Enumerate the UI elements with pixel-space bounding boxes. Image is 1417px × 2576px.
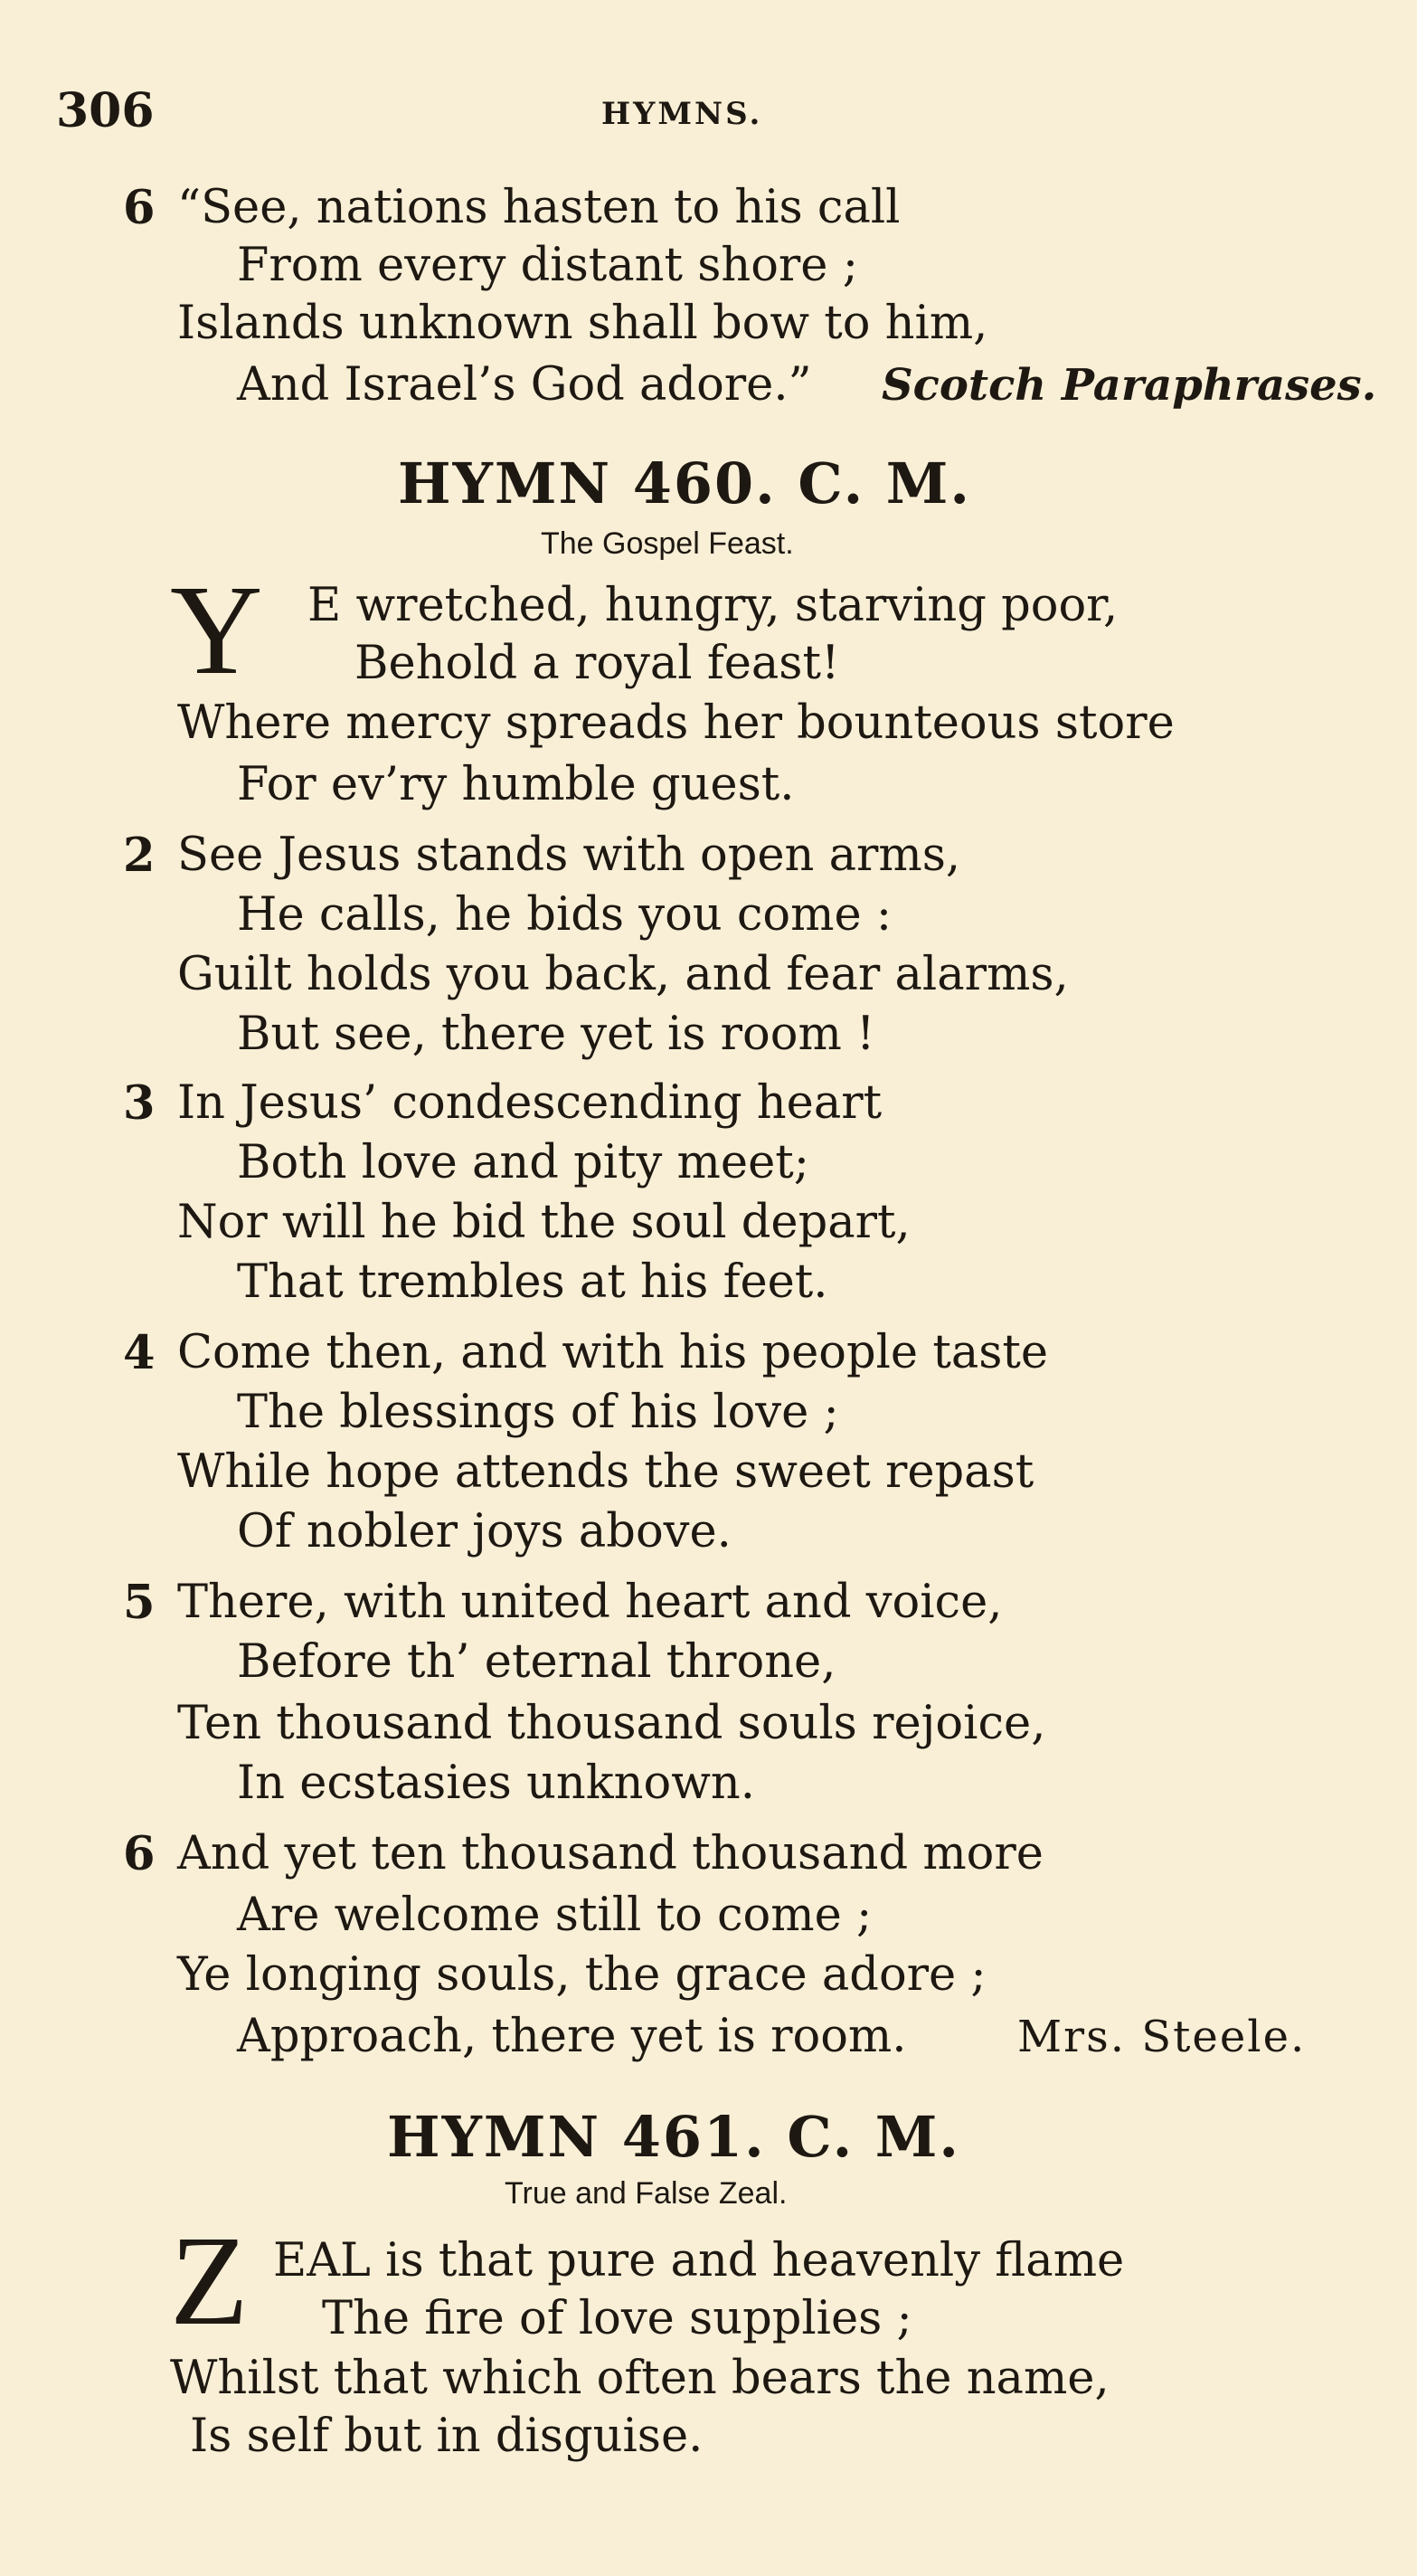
verse-line: Approach, there yet is room. — [237, 2010, 907, 2063]
verse-line: Where mercy spreads her bounteous store — [177, 696, 1175, 750]
verse-line: He calls, he bids you come : — [237, 888, 893, 942]
verse-line: “See, nations hasten to his call — [177, 181, 901, 234]
verse-line: Come then, and with his people taste — [177, 1326, 1049, 1379]
verse-line: Is self but in disguise. — [190, 2410, 704, 2463]
verse-number: 4 — [123, 1326, 156, 1380]
verse-line: See Jesus stands with open arms, — [177, 829, 961, 882]
verse-number: 6 — [123, 1827, 156, 1881]
verse-line: From every distant shore ; — [237, 239, 858, 292]
running-head: HYMNS. — [601, 96, 763, 132]
verse-line: Whilst that which often bears the name, — [170, 2352, 1110, 2405]
hymn-title: HYMN 461. C. M. — [387, 2104, 960, 2170]
verse-line: Both love and pity meet; — [237, 1136, 809, 1189]
verse-line: For ev’ry humble guest. — [237, 758, 795, 811]
verse-line: But see, there yet is room ! — [237, 1008, 875, 1061]
verse-line: Before th’ eternal throne, — [237, 1635, 836, 1689]
hymn-subtitle: The Gospel Feast. — [541, 526, 794, 561]
verse-line: While hope attends the sweet repast — [177, 1445, 1034, 1499]
verse-line: Nor will he bid the soul depart, — [177, 1196, 911, 1249]
page-number: 306 — [56, 83, 155, 138]
verse-line: E wretched, hungry, starving poor, — [307, 579, 1119, 632]
verse-number: 2 — [123, 829, 156, 883]
verse-line: The blessings of his love ; — [237, 1386, 839, 1439]
verse-line: That trembles at his feet. — [237, 1255, 828, 1309]
verse-line: Behold a royal feast! — [354, 637, 840, 690]
verse-line: Guilt holds you back, and fear alarms, — [177, 948, 1069, 1001]
verse-number: 5 — [123, 1576, 156, 1630]
verse-line: EAL is that pure and heavenly flame — [273, 2234, 1125, 2287]
verse-number: 6 — [123, 181, 156, 235]
verse-line: Are welcome still to come ; — [237, 1889, 873, 1942]
hymn-subtitle: True and False Zeal. — [505, 2176, 788, 2211]
verse-number: 3 — [123, 1076, 156, 1131]
verse-line: And Israel’s God adore.” — [237, 358, 812, 412]
verse-line: In Jesus’ condescending heart — [177, 1076, 883, 1130]
verse-line: Ye longing souls, the grace adore ; — [177, 1948, 987, 2002]
verse-line: Ten thousand thousand souls rejoice, — [177, 1697, 1046, 1750]
drop-cap: Y — [170, 558, 263, 701]
verse-line: In ecstasies unknown. — [237, 1757, 755, 1810]
drop-cap: Z — [170, 2209, 249, 2352]
attribution: Scotch Paraphrases. — [882, 360, 1377, 411]
verse-line: The fire of love supplies ; — [322, 2292, 912, 2345]
verse-line: And yet ten thousand thousand more — [177, 1827, 1044, 1880]
verse-line: Of nobler joys above. — [237, 1505, 732, 1558]
verse-line: There, with united heart and voice, — [177, 1576, 1003, 1629]
attribution: Mrs. Steele. — [1017, 2012, 1307, 2062]
hymn-title: HYMN 460. C. M. — [398, 450, 971, 516]
verse-line: Islands unknown shall bow to him, — [177, 297, 988, 350]
